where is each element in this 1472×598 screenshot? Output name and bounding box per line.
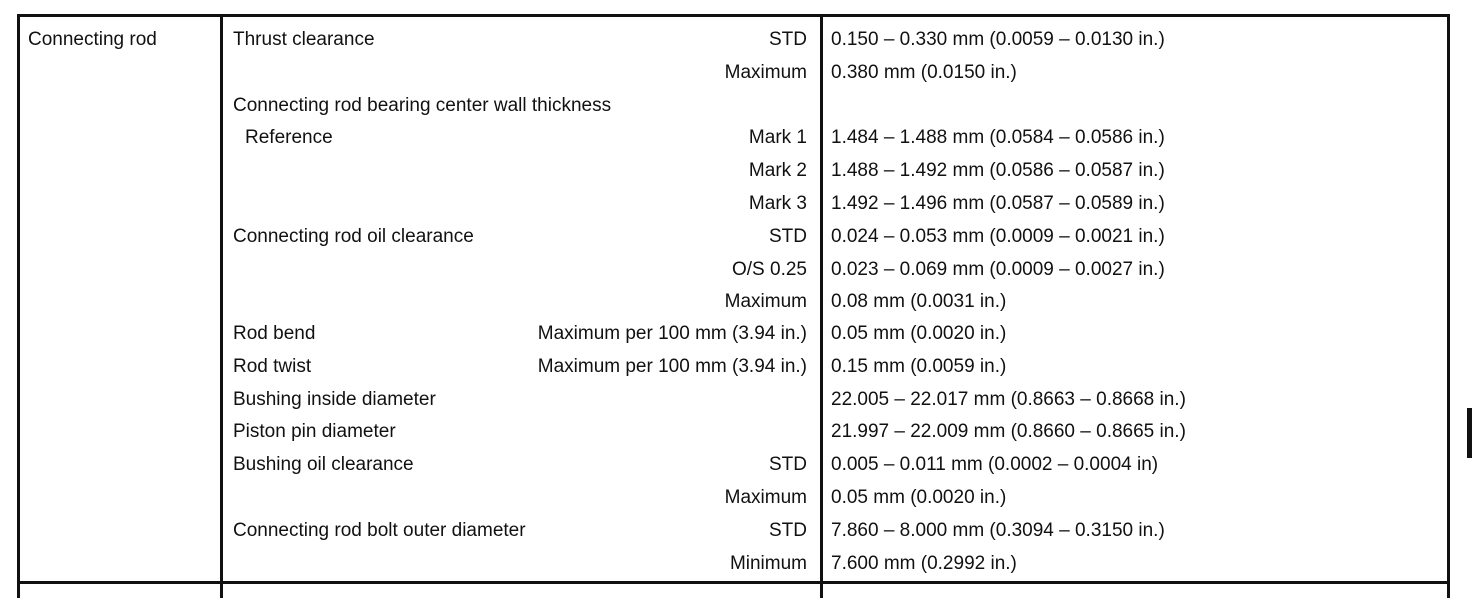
spec-value: 0.023 – 0.069 mm (0.0009 – 0.0027 in.): [831, 259, 1165, 280]
spec-value: 22.005 – 22.017 mm (0.8663 – 0.8668 in.): [831, 389, 1186, 410]
spec-value: 1.488 – 1.492 mm (0.0586 – 0.0587 in.): [831, 160, 1165, 181]
section-label: Connecting rod: [28, 29, 157, 50]
spec-value: 0.005 – 0.011 mm (0.0002 – 0.0004 in): [831, 454, 1159, 475]
spec-condition: Maximum: [724, 62, 807, 83]
spec-value: 0.05 mm (0.0020 in.): [831, 487, 1007, 508]
table-section-divider: [17, 581, 1450, 584]
spec-value: 0.05 mm (0.0020 in.): [831, 323, 1007, 344]
spec-value: 0.150 – 0.330 mm (0.0059 – 0.0130 in.): [831, 29, 1165, 50]
spec-value: 0.08 mm (0.0031 in.): [831, 291, 1007, 312]
spec-condition: STD: [769, 29, 807, 50]
table-right-border: [1447, 14, 1450, 598]
spec-item: Connecting rod bolt outer diameter: [233, 520, 526, 541]
spec-condition: Mark 2: [748, 160, 807, 181]
spec-item: Connecting rod bearing center wall thickness: [233, 95, 612, 116]
spec-condition: STD: [769, 226, 807, 247]
spec-condition: Maximum: [724, 487, 807, 508]
spec-condition: Minimum: [729, 553, 807, 574]
spec-item: Piston pin diameter: [233, 421, 396, 442]
spec-value: 0.024 – 0.053 mm (0.0009 – 0.0021 in.): [831, 226, 1165, 247]
spec-condition: Maximum per 100 mm (3.94 in.): [537, 356, 807, 377]
table-left-border: [17, 14, 20, 598]
spec-value: 21.997 – 22.009 mm (0.8660 – 0.8665 in.): [831, 421, 1186, 442]
spec-condition: Mark 3: [748, 193, 807, 214]
spec-item: Bushing inside diameter: [233, 389, 436, 410]
spec-condition: O/S 0.25: [732, 259, 807, 280]
page-edge-mark: [1467, 408, 1472, 458]
spec-value: 7.860 – 8.000 mm (0.3094 – 0.3150 in.): [831, 520, 1165, 541]
spec-condition: STD: [769, 520, 807, 541]
spec-condition: Mark 1: [748, 127, 807, 148]
spec-condition: Maximum per 100 mm (3.94 in.): [537, 323, 807, 344]
table-column-divider-1: [220, 14, 223, 598]
spec-value: 0.380 mm (0.0150 in.): [831, 62, 1017, 83]
spec-item: Bushing oil clearance: [233, 454, 414, 475]
table-column-divider-2: [820, 14, 823, 598]
spec-item: Thrust clearance: [233, 29, 375, 50]
spec-value: 1.484 – 1.488 mm (0.0584 – 0.0586 in.): [831, 127, 1165, 148]
spec-value: 1.492 – 1.496 mm (0.0587 – 0.0589 in.): [831, 193, 1165, 214]
table-top-border: [17, 14, 1450, 17]
spec-item: Rod twist: [233, 356, 312, 377]
spec-condition: Maximum: [724, 291, 807, 312]
spec-item: Connecting rod oil clearance: [233, 226, 474, 247]
spec-value: 0.15 mm (0.0059 in.): [831, 356, 1007, 377]
spec-item: Reference: [245, 127, 333, 148]
spec-value: 7.600 mm (0.2992 in.): [831, 553, 1017, 574]
spec-condition: STD: [769, 454, 807, 475]
spec-item: Rod bend: [233, 323, 316, 344]
